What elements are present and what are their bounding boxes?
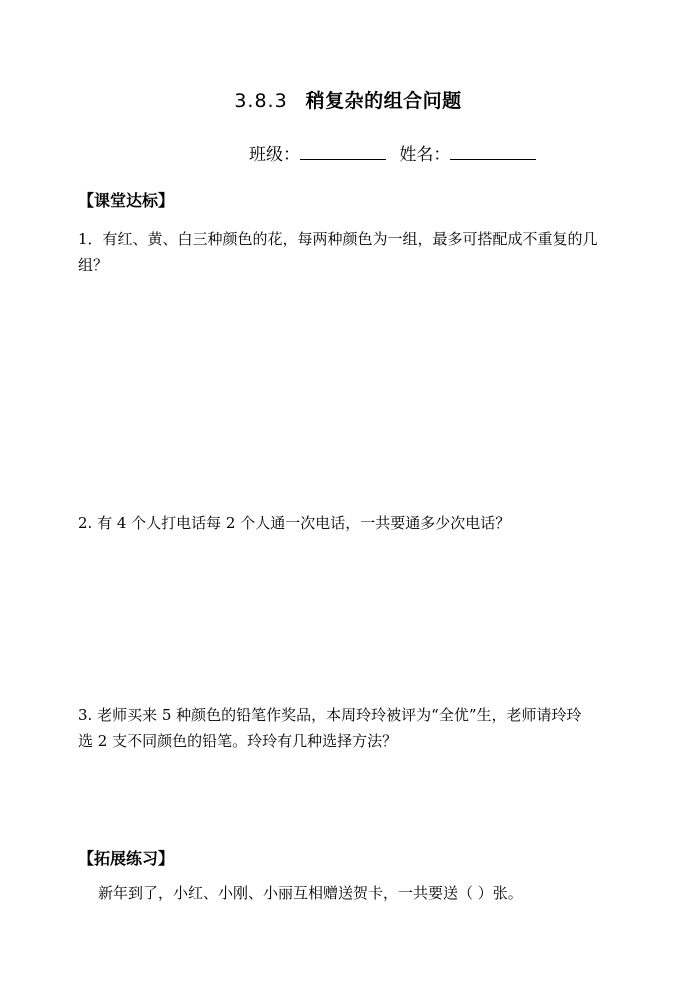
question-1-line-1: 1．有红、黄、白三种颜色的花，每两种颜色为一组，最多可搭配成不重复的几 — [78, 230, 598, 248]
section-heading-classwork: 【课堂达标】 — [78, 191, 175, 210]
name-blank[interactable] — [450, 141, 536, 160]
section-heading-extension: 【拓展练习】 — [78, 849, 175, 868]
question-1-line-2: 组？ — [78, 256, 109, 274]
student-info-line — [249, 140, 536, 165]
question-1 — [78, 226, 638, 278]
class-blank[interactable] — [300, 141, 386, 160]
question-3-line-1: 3. 老师买来 5 种颜色的铅笔作奖品，本周玲玲被评为“全优”生，老师请玲玲 — [78, 706, 582, 724]
title-number: 3.8.3 — [234, 90, 288, 112]
question-2 — [78, 510, 638, 536]
name-label: 姓名： — [399, 145, 451, 165]
class-label: 班级： — [249, 145, 300, 165]
extension-question: 新年到了，小红、小刚、小丽互相赠送贺卡，一共要送（ ）张。 — [98, 884, 523, 902]
question-3 — [78, 702, 638, 754]
question-2-line-1: 2. 有 4 个人打电话每 2 个人通一次电话，一共要通多少次电话？ — [78, 514, 511, 532]
question-3-line-2: 选 2 支不同颜色的铅笔。玲玲有几种选择方法？ — [78, 732, 398, 750]
title-text: 稍复杂的组合问题 — [305, 90, 462, 112]
page-title — [0, 86, 696, 113]
